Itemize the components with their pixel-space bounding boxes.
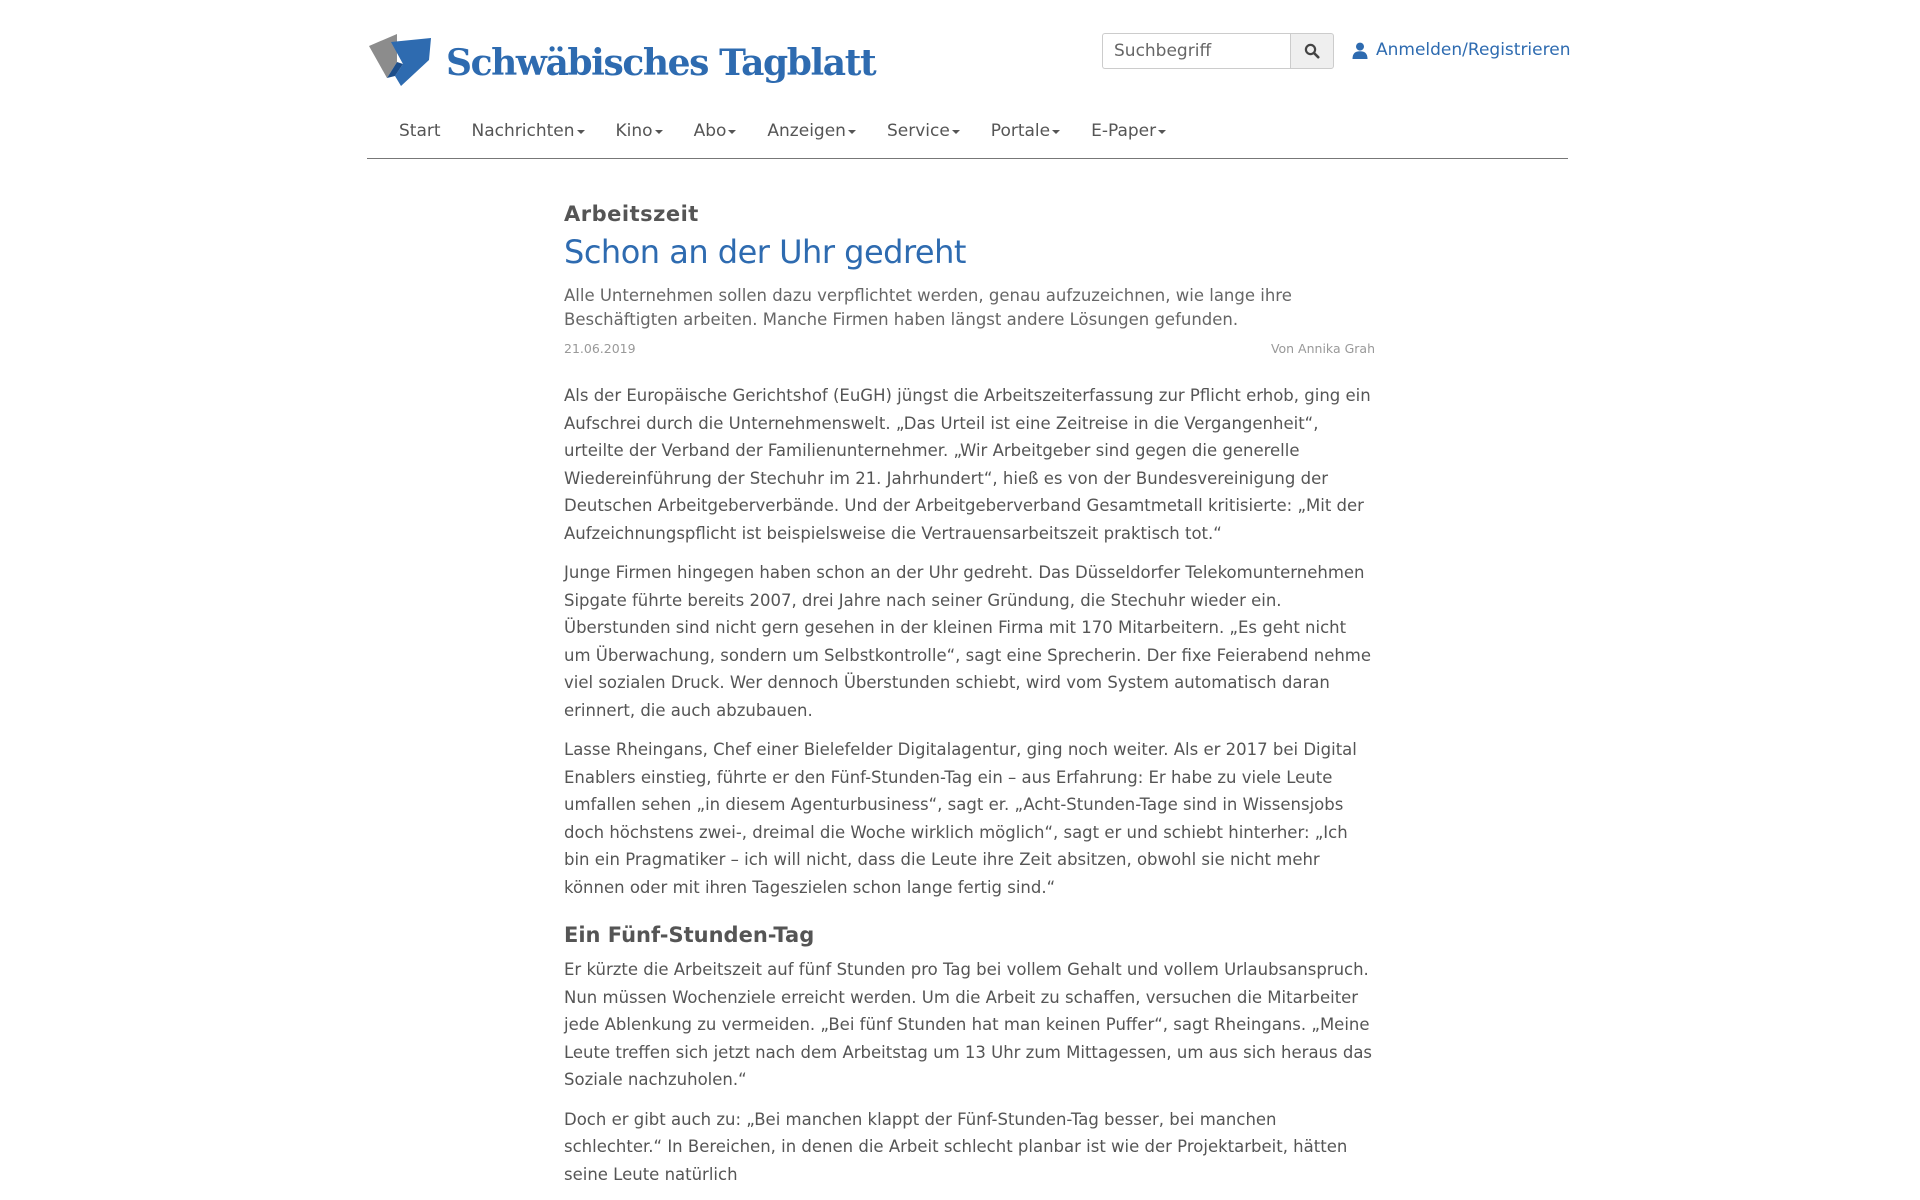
login-link[interactable] xyxy=(1352,40,1570,60)
caret-down-icon xyxy=(655,130,663,134)
caret-down-icon xyxy=(1052,130,1060,134)
login-label: Anmelden/Registrieren xyxy=(1376,40,1571,60)
nav-item-anzeigen[interactable]: Anzeigen xyxy=(767,121,856,141)
article-author: Von Annika Grah xyxy=(1270,341,1375,356)
article-subheading: Ein Fünf-Stunden-Tag xyxy=(564,923,815,947)
caret-down-icon xyxy=(577,130,585,134)
article xyxy=(564,200,1375,1200)
nav-item-kino[interactable]: Kino xyxy=(616,121,663,141)
search-icon xyxy=(1304,43,1320,59)
article-body xyxy=(564,382,1375,1188)
article-paragraph: Junge Firmen hingegen haben schon an der Uhr gedreht. Das Düsseldorfer Telekomunternehmen Sipgate führte bereits 2007, drei Jahre nach seiner Gründung, die Stechuhr wieder ein. Überstunden sind nicht gern gesehen in der kleinen Firma mit 170 Mitarbeitern. „Es geht nicht um Überwachung, sondern um Selbstkontrolle“, sagt eine Sprecherin. Der fixe Feierabend nehme viel sozialen Druck. Wer dennoch Überstunden schiebt, wird vom System automatisch daran erinnert, die auch abzubauen. xyxy=(564,563,1372,720)
nav-item-portale[interactable]: Portale xyxy=(991,121,1060,141)
main-nav xyxy=(367,110,1568,159)
nav-item-abo[interactable]: Abo xyxy=(694,121,737,141)
article-paragraph: Lasse Rheingans, Chef einer Bielefelder Digitalagentur, ging noch weiter. Als er 2017 bei Digital Enablers einstieg, führte er den Fünf-Stunden-Tag ein – aus Erfahrung: Er habe zu viele Leute umfallen sehen „in diesem Agenturbusiness“, sagt er. „Acht-Stunden-Tage sind in Wissensjobs doch höchstens zwei-, dreimal die Woche wirklich möglich“, sagt er und schiebt hinterher: „Ich bin ein Pragmatiker – ich will nicht, dass die Leute ihre Zeit absitzen, obwohl sie nicht mehr können oder mit ihren Tageszielen schon lange fertig sind.“ xyxy=(564,740,1357,897)
nav-item-service[interactable]: Service xyxy=(887,121,960,141)
article-kicker: Arbeitszeit xyxy=(564,202,699,226)
user-icon xyxy=(1352,42,1368,59)
site-name: Schwäbisches Tagblatt xyxy=(446,42,876,84)
caret-down-icon xyxy=(848,130,856,134)
caret-down-icon xyxy=(728,130,736,134)
nav-item-nachrichten[interactable]: Nachrichten xyxy=(472,121,585,141)
search-button[interactable] xyxy=(1290,33,1334,69)
article-paragraph: Doch er gibt auch zu: „Bei manchen klappt der Fünf-Stunden-Tag besser, bei manchen schlechter.“ In Bereichen, in denen die Arbeit schlecht planbar ist wie der Projektarbeit, hätten seine Leute natürlich xyxy=(564,1109,1348,1184)
article-paragraph: Er kürzte die Arbeitszeit auf fünf Stunden pro Tag bei vollem Gehalt und vollem Urlaubsanspruch. Nun müssen Wochenziele erreicht werden. Um die Arbeit zu schaffen, versuchen die Mitarbeiter jede Ablenkung zu vermeiden. „Bei fünf Stunden hat man keinen Puffer“, sagt Rheingans. „Meine Leute treffen sich jetzt nach dem Arbeitstag um 13 Uhr zum Mittagessen, um aus sich heraus das Soziale nachzuholen.“ xyxy=(564,960,1373,1089)
article-meta xyxy=(564,341,1375,356)
site-wrapper xyxy=(367,0,1571,1184)
nav-item-start[interactable]: Start xyxy=(399,121,441,141)
search-form xyxy=(1102,33,1334,69)
article-date: 21.06.2019 xyxy=(564,341,636,356)
caret-down-icon xyxy=(1158,130,1166,134)
article-headline: Schon an der Uhr gedreht xyxy=(564,233,966,271)
nav-item-epaper[interactable]: E-Paper xyxy=(1091,121,1166,141)
logo-mark-icon xyxy=(367,32,435,90)
site-logo[interactable] xyxy=(367,32,875,90)
article-teaser: Alle Unternehmen sollen dazu verpflichtet werden, genau aufzuzeichnen, wie lange ihre Beschäftigten arbeiten. Manche Firmen haben längst andere Lösungen gefunden. xyxy=(564,286,1292,329)
search-input[interactable] xyxy=(1102,33,1290,69)
site-header xyxy=(367,0,1571,110)
caret-down-icon xyxy=(952,130,960,134)
article-paragraph: Als der Europäische Gerichtshof (EuGH) jüngst die Arbeitszeiterfassung zur Pflicht erhob, ging ein Aufschrei durch die Unternehmenswelt. „Das Urteil ist eine Zeitreise in die Vergangenheit“, urteilte der Verband der Familienunternehmer. „Wir Arbeitgeber sind gegen die generelle Wiedereinführung der Stechuhr im 21. Jahrhundert“, hieß es von der Bundesvereinigung der Deutschen Arbeitgeberverbände. Und der Arbeitgeberverband Gesamtmetall kritisierte: „Mit der Aufzeichnungspflicht ist beispielsweise die Vertrauensarbeitszeit praktisch tot.“ xyxy=(564,386,1371,543)
